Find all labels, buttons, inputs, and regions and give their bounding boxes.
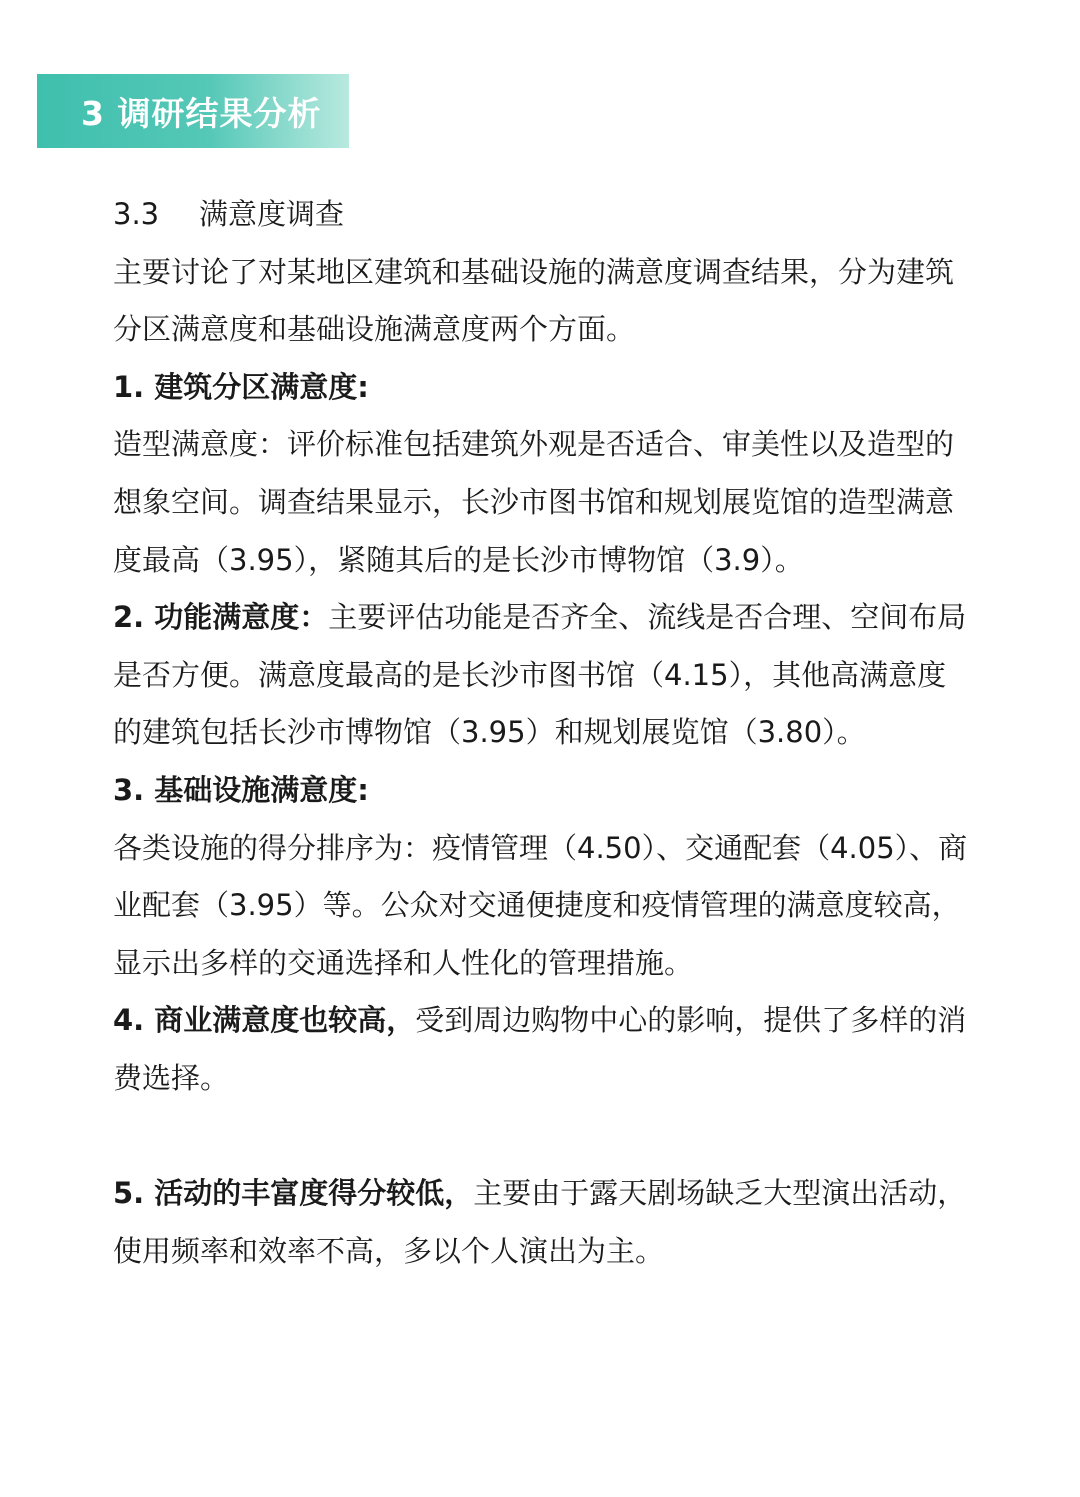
item-5-paragraph	[113, 1165, 973, 1280]
item-1-body: 造型满意度：评价标准包括建筑外观是否适合、审美性以及造型的想象空间。调查结果显示，长沙市图书馆和规划展览馆的造型满意度最高（3.95），紧随其后的是长沙市博物馆（3.9）。	[113, 427, 955, 577]
paragraph-gap	[113, 1108, 973, 1166]
section-title: 3 调研结果分析	[81, 93, 322, 133]
item-3-body: 各类设施的得分排序为：疫情管理（4.50）、交通配套（4.05）、商业配套（3.95）等。公众对交通便捷度和疫情管理的满意度较高，显示出多样的交通选择和人性化的管理措施。	[113, 830, 968, 980]
item-4-paragraph	[113, 992, 973, 1107]
item-2-heading: 2. 功能满意度：	[113, 600, 329, 635]
item-5-heading: 5. 活动的丰富度得分较低，	[113, 1176, 474, 1211]
item-2-paragraph	[113, 589, 973, 762]
item-1-heading: 1. 建筑分区满意度:	[113, 369, 369, 404]
section-banner	[37, 74, 349, 148]
document-body	[113, 186, 973, 1280]
intro-paragraph: 主要讨论了对某地区建筑和基础设施的满意度调查结果，分为建筑分区满意度和基础设施满意度两个方面。	[113, 254, 955, 347]
item-2-body: 主要评估功能是否齐全、流线是否合理、空间布局是否方便。满意度最高的是长沙市图书馆（4.15），其他高满意度的建筑包括长沙市博物馆（3.95）和规划展览馆（3.80）。	[113, 600, 967, 750]
item-5-body: 主要由于露天剧场缺乏大型演出活动，使用频率和效率不高，多以个人演出为主。	[113, 1176, 967, 1268]
subsection-number: 3.3	[113, 197, 160, 231]
item-4-body: 受到周边购物中心的影响，提供了多样的消费选择。	[113, 1003, 967, 1095]
item-3-heading: 3. 基础设施满意度:	[113, 772, 369, 807]
item-4-heading: 4. 商业满意度也较高，	[113, 1003, 416, 1038]
subsection-heading	[113, 186, 973, 244]
subsection-title: 满意度调查	[199, 197, 345, 231]
